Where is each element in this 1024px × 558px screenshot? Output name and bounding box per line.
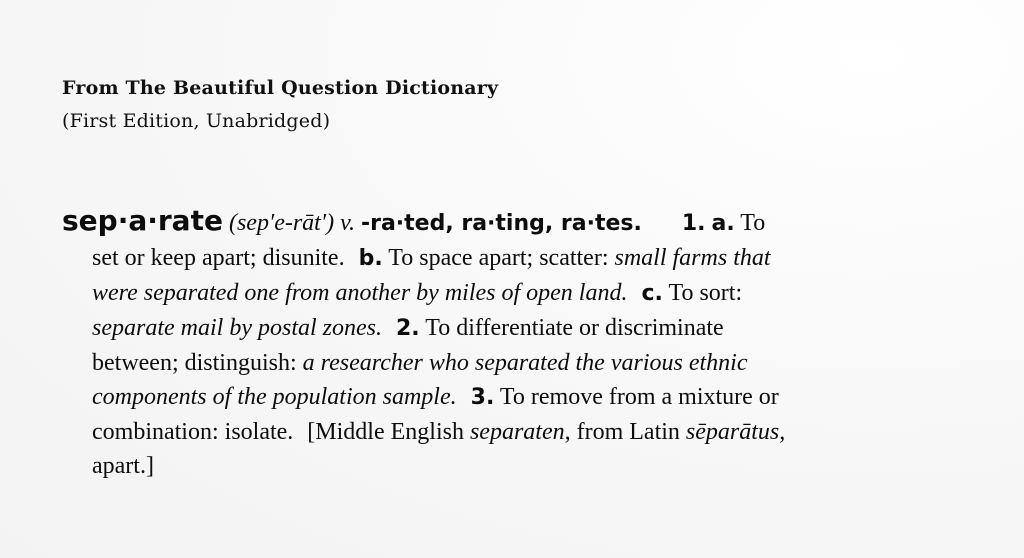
headword: sep·a·rate [62, 204, 223, 237]
sense-2-example-start: a researcher who separated the various ethnic [302, 350, 748, 376]
entry-line-5 [62, 346, 962, 380]
inflections: -ra·ted, ra·ting, ra·tes. [360, 211, 642, 236]
sense-2-example-end: components of the population sample. [92, 384, 457, 410]
dictionary-edition: (First Edition, Unabridged) [62, 110, 331, 132]
sense-1b-example-start: small farms that [614, 245, 771, 271]
etymology-middle-english-word: separaten, [469, 419, 571, 445]
pronunciation: (sep′e-rāt′) [228, 210, 335, 236]
etymology-from-latin: from Latin [576, 419, 680, 445]
sense-1a-letter: a. [711, 211, 735, 236]
entry-line-1 [62, 204, 962, 241]
sense-1b-definition: To space apart; scatter: [388, 245, 609, 271]
sense-1-number: 1. [681, 211, 706, 236]
sense-3-number: 3. [470, 385, 495, 410]
sense-3-definition-start: To remove from a mixture or [499, 384, 779, 410]
entry-line-8 [62, 449, 962, 483]
sense-1a-definition: set or keep apart; disunite. [92, 245, 345, 271]
dictionary-title: From The Beautiful Question Dictionary [62, 77, 499, 99]
entry-line-3 [62, 276, 962, 311]
dictionary-header [62, 70, 498, 136]
etymology-end: apart.] [92, 453, 154, 479]
sense-2-number: 2. [395, 316, 420, 341]
entry-line-2 [62, 241, 962, 276]
entry-line-4 [62, 311, 962, 346]
sense-1b-example-end: were separated one from another by miles of open land. [92, 280, 628, 306]
sense-1a-definition-start: To [740, 210, 766, 236]
dictionary-entry [62, 204, 962, 483]
sense-1c-definition: To sort: [668, 280, 743, 306]
sense-3-definition-end: combination: isolate. [92, 419, 294, 445]
sense-1b-letter: b. [358, 246, 383, 271]
etymology-latin-word: sēparātus, [685, 419, 786, 445]
sense-2-definition-start: To differentiate or discriminate [425, 315, 724, 341]
entry-line-7 [62, 415, 962, 449]
sense-1c-example: separate mail by postal zones. [92, 315, 382, 341]
sense-2-definition-end: between; distinguish: [92, 350, 297, 376]
etymology-start: [Middle English [307, 419, 464, 445]
entry-line-6 [62, 380, 962, 415]
part-of-speech: v. [340, 210, 355, 236]
sense-1c-letter: c. [641, 281, 663, 306]
